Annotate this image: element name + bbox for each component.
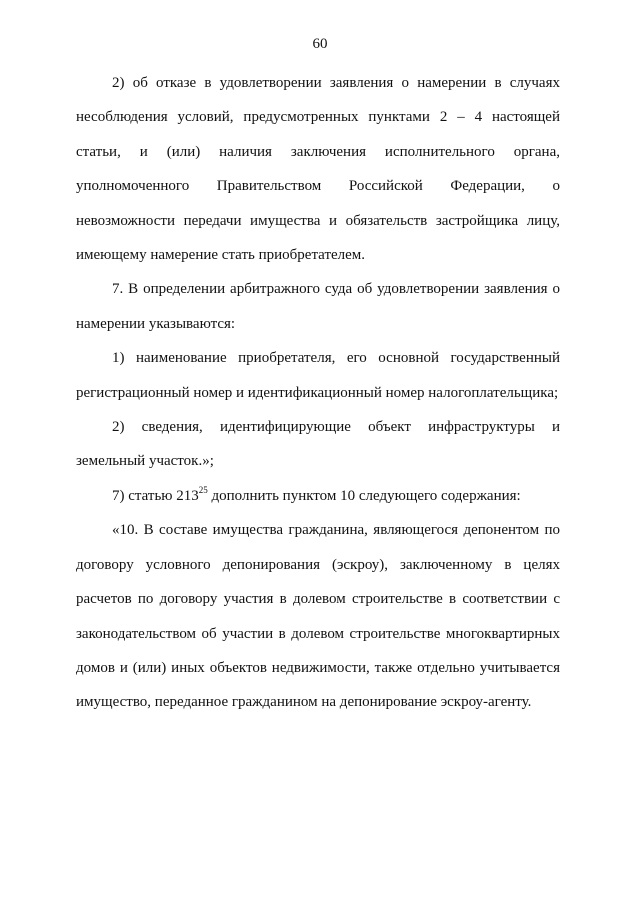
paragraph-infrastructure-info: 2) сведения, идентифицирующие объект инфраструктуры и земельный участок.»; [76, 419, 560, 470]
paragraph-refusal-clause: 2) об отказе в удовлетворении заявления о намерении в случаях несоблюдения условий, предусмотренных пунктами 2 – 4 настоящей статьи, и (или) наличия заключения исполнительного органа, уполномоченного Правительством Российской Федерации, о невозможности передачи имущества и обязательств застройщика лицу, имеющему намерение стать приобретателем. [76, 75, 560, 264]
document-body [76, 66, 560, 720]
page-number: 60 [312, 36, 328, 52]
amendment-suffix: дополнить пунктом 10 следующего содержания: [207, 487, 521, 504]
paragraph-court-ruling: 7. В определении арбитражного суда об удовлетворении заявления о намерении указываются: [76, 281, 560, 332]
article-superscript: 25 [198, 484, 208, 495]
paragraph-escrow-property: «10. В составе имущества гражданина, являющегося депонентом по договору условного депонирования (эскроу), заключенному в целях расчетов по договору участия в долевом строительстве в соответствии с законодательством об участии в долевом строительстве многоквартирных домов и (или) иных объектов недвижимости, также отдельно учитывается имущество, переданное гражданином на депонирование эскроу-агенту. [76, 522, 560, 711]
amendment-prefix: 7) статью 213 [112, 487, 199, 504]
paragraph-article-amendment [76, 479, 560, 513]
paragraph-acquirer-name: 1) наименование приобретателя, его основной государственный регистрационный номер и идентификационный номер налогоплательщика; [76, 350, 560, 401]
